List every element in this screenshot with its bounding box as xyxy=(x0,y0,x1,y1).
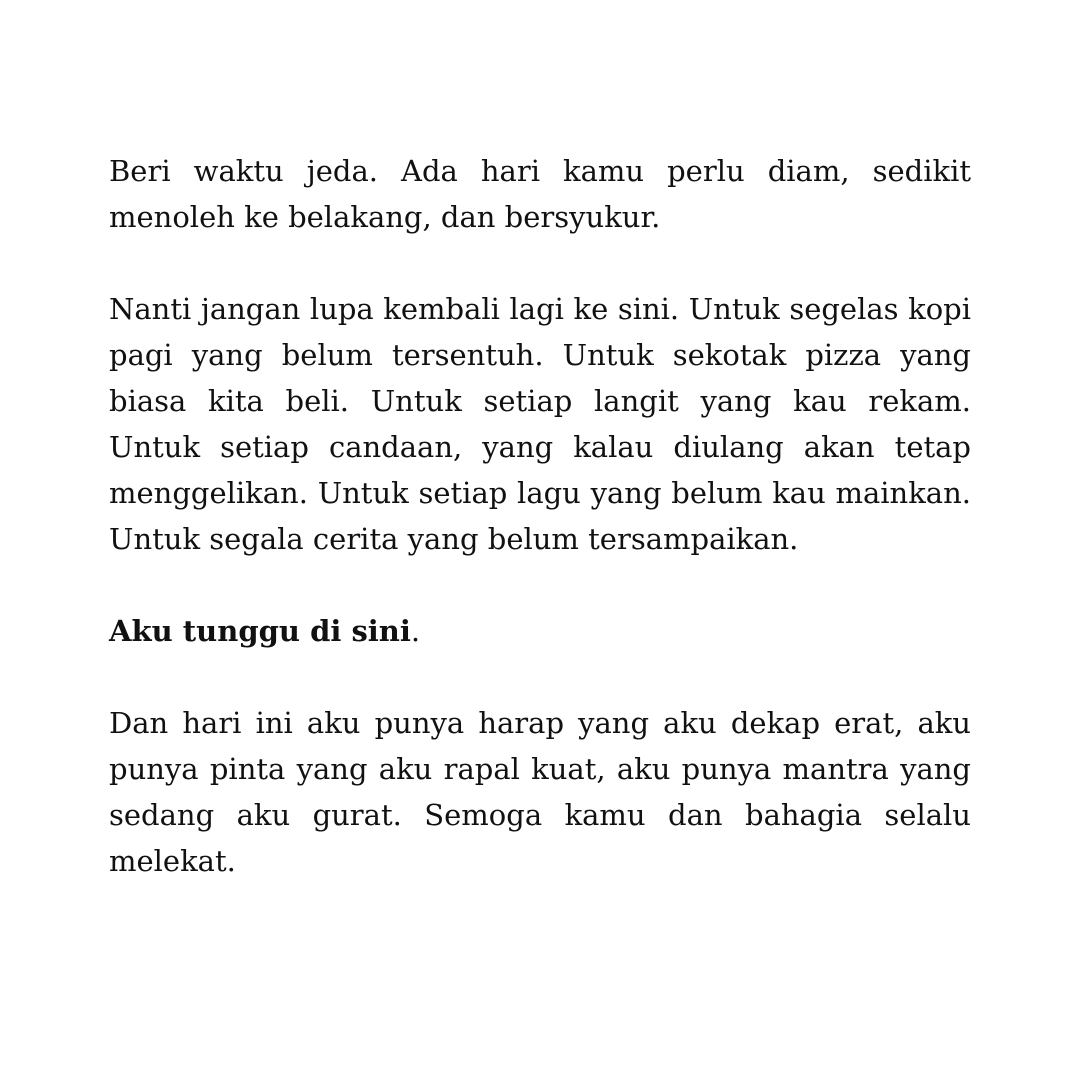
paragraph-1: Beri waktu jeda. Ada hari kamu perlu diam, sedikit menoleh ke belakang, dan bersyukur. xyxy=(109,154,971,234)
paragraph-4: Dan hari ini aku punya harap yang aku dekap erat, aku punya pinta yang aku rapal kuat, aku punya mantra yang sedang aku gurat. Semoga kamu dan bahagia selalu melekat. xyxy=(109,706,971,878)
paragraph-3 xyxy=(109,608,971,654)
paragraph-3-tail: . xyxy=(410,614,421,648)
paragraph-2: Nanti jangan lupa kembali lagi ke sini. Untuk segelas kopi pagi yang belum tersentuh. Untuk sekotak pizza yang biasa kita beli. Untuk setiap langit yang kau rekam. Untuk setiap candaan, yang kalau diulang akan tetap menggelikan. Untuk setiap lagu yang belum kau mainkan. Untuk segala cerita yang belum tersampaikan. xyxy=(109,292,971,556)
emphasis-phrase: Aku tunggu di sini xyxy=(109,614,411,648)
text-body xyxy=(109,148,971,884)
